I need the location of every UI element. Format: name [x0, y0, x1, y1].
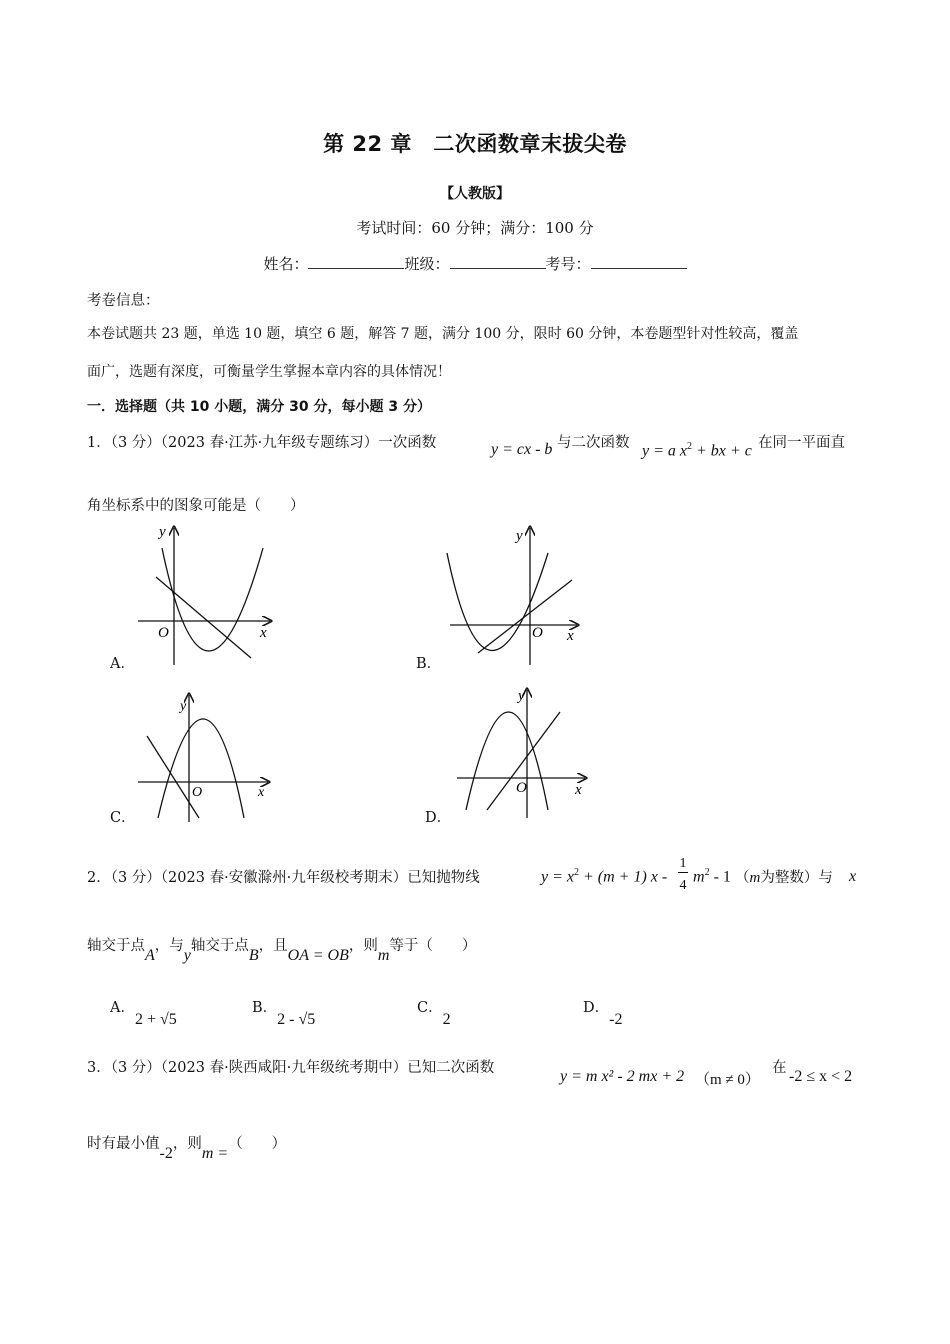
q2-l2b: ，与 — [154, 938, 184, 954]
q2-l2f: 等于（ ） — [389, 938, 477, 954]
q1-option-a-label[interactable]: A． — [110, 656, 135, 672]
graph-a-line — [156, 577, 251, 658]
q2-l2c: 轴交于点 — [190, 938, 249, 954]
q2-l2a: 轴交于点 — [87, 938, 145, 954]
graph-a-y-label: y — [159, 524, 166, 540]
graph-b-x-label: x — [567, 628, 574, 644]
graph-b-origin: O — [532, 625, 543, 641]
graph-a-parabola — [162, 548, 263, 651]
q3-prefix: 3．（3 分）（2023 春·陕西咸阳·九年级统考期中）已知二次函数 — [87, 1060, 495, 1076]
section-1-heading: 一．选择题（共 10 小题，满分 30 分，每小题 3 分） — [87, 399, 431, 415]
q3-l2a: 时有最小值 — [87, 1136, 160, 1152]
q2-option-a-value: 2 + √5 — [134, 1011, 177, 1028]
q2-option-b-value: 2 - √5 — [277, 1011, 316, 1028]
graph-b-line — [478, 580, 572, 653]
q2-prefix: 2．（3 分）（2023 春·安徽滁州·九年级校考期末）已知抛物线 — [87, 870, 480, 886]
q2-option-b-label: B． — [252, 1000, 278, 1016]
graph-a-x-label: x — [260, 625, 267, 641]
q3-equation: y = m x² - 2 mx + 2 — [560, 1068, 685, 1085]
q1-option-c-label[interactable]: C． — [110, 810, 136, 826]
q3-min-value: -2 — [159, 1145, 173, 1162]
exam-meta: 考试时间：60 分钟；满分：100 分 — [356, 219, 594, 237]
q2-equation-tail — [693, 867, 731, 886]
q2-paren — [735, 866, 833, 887]
graph-d-x-label: x — [575, 782, 582, 798]
q2-option-c-value: 2 — [442, 1011, 451, 1028]
graph-c-parabola — [158, 719, 244, 818]
q2-option-a-label: A． — [110, 1000, 135, 1016]
q2-A-var: A — [145, 947, 155, 964]
q2-eq-a: y = x — [541, 868, 574, 886]
graph-c — [138, 695, 268, 822]
q2-option-b[interactable] — [252, 996, 316, 1028]
q2-m2-var: m — [377, 947, 390, 964]
q1-line-2: 角坐标系中的图象可能是（ ） — [87, 498, 305, 514]
q3-condition: （m ≠ 0） — [695, 1072, 760, 1088]
name-label: 姓名： — [263, 255, 309, 273]
graph-b — [447, 528, 577, 665]
q2-option-a[interactable] — [110, 996, 177, 1028]
q2-paren-text: 为整数）与 — [760, 870, 833, 886]
q2-line-2 — [87, 934, 477, 964]
q2-option-d-label: D． — [583, 1000, 610, 1016]
q1-prefix: 1．（3 分）（2023 春·江苏·九年级专题练习）一次函数 — [87, 435, 437, 451]
info-line-1: 本卷试题共 23 题，单选 10 题，填空 6 题，解答 7 题，满分 100 分，限时 60 分钟，本卷题型针对性较高，覆盖 — [87, 326, 799, 342]
graph-c-x-label: x — [258, 785, 265, 800]
q2-x-var: x — [849, 868, 857, 885]
q2-frac-den: 4 — [679, 878, 687, 893]
graph-d-y-label: y — [518, 688, 525, 704]
q2-equation — [541, 867, 667, 886]
graph-a-origin: O — [158, 625, 169, 641]
q3-at: 在 — [772, 1060, 787, 1076]
q3-range: -2 ≤ x < 2 — [789, 1068, 853, 1085]
graph-c-y-label: y — [180, 699, 187, 714]
q2-option-c-label: C． — [417, 1000, 443, 1016]
edition-label: 【人教版】 — [440, 186, 510, 202]
q2-eq-sup1: 2 — [574, 867, 579, 878]
q1-option-d-label[interactable]: D． — [425, 810, 452, 826]
q2-paren-open: （ — [735, 870, 750, 886]
q2-m-var: m — [749, 870, 761, 886]
q2-eq-b: + (m + 1) x - — [579, 868, 668, 886]
q2-eq-c: m — [693, 868, 705, 886]
graph-d-origin: O — [516, 780, 527, 796]
q1-f2a: y = a x — [642, 442, 687, 460]
q1-option-b-label[interactable]: B． — [416, 656, 442, 672]
q2-option-d-value: -2 — [609, 1011, 623, 1028]
q3-line-2 — [87, 1132, 287, 1162]
class-label: 班级： — [404, 255, 450, 273]
q2-option-d[interactable] — [583, 996, 623, 1028]
graph-d — [457, 690, 585, 818]
page-title: 第 22 章 二次函数章末拔尖卷 — [323, 132, 627, 156]
id-label: 考号： — [545, 255, 591, 273]
q2-l2d: ，且 — [258, 938, 288, 954]
q2-frac-num: 1 — [679, 856, 687, 871]
q3-l2c: （ ） — [228, 1136, 287, 1152]
q2-eq-d: - 1 — [709, 868, 731, 886]
q2-y-var: y — [183, 947, 191, 964]
q1-suffix: 在同一平面直 — [758, 435, 845, 451]
q2-condition: OA = OB — [287, 947, 349, 964]
graph-c-origin: O — [192, 785, 203, 800]
graph-c-line — [147, 736, 199, 818]
q1-mid-text: 与二次函数 — [557, 435, 630, 451]
q2-l2e: ，则 — [348, 938, 378, 954]
q2-B-var: B — [248, 947, 259, 964]
q1-f2-sup: 2 — [687, 441, 692, 452]
graph-d-parabola — [466, 712, 548, 810]
q1-f2b: + bx + c — [692, 442, 752, 460]
graph-a — [138, 528, 270, 665]
info-heading: 考卷信息： — [87, 293, 160, 309]
info-line-2: 面广，选题有深度，可衡量学生掌握本章内容的具体情况！ — [87, 364, 451, 380]
graph-b-y-label: y — [516, 528, 523, 544]
q3-m-expr: m = — [201, 1145, 229, 1162]
q2-option-c[interactable] — [417, 996, 451, 1028]
q1-formula-linear: y = cx - b — [491, 441, 553, 458]
q3-l2b: ，则 — [172, 1136, 202, 1152]
q2-eq-sup2: 2 — [704, 867, 710, 878]
